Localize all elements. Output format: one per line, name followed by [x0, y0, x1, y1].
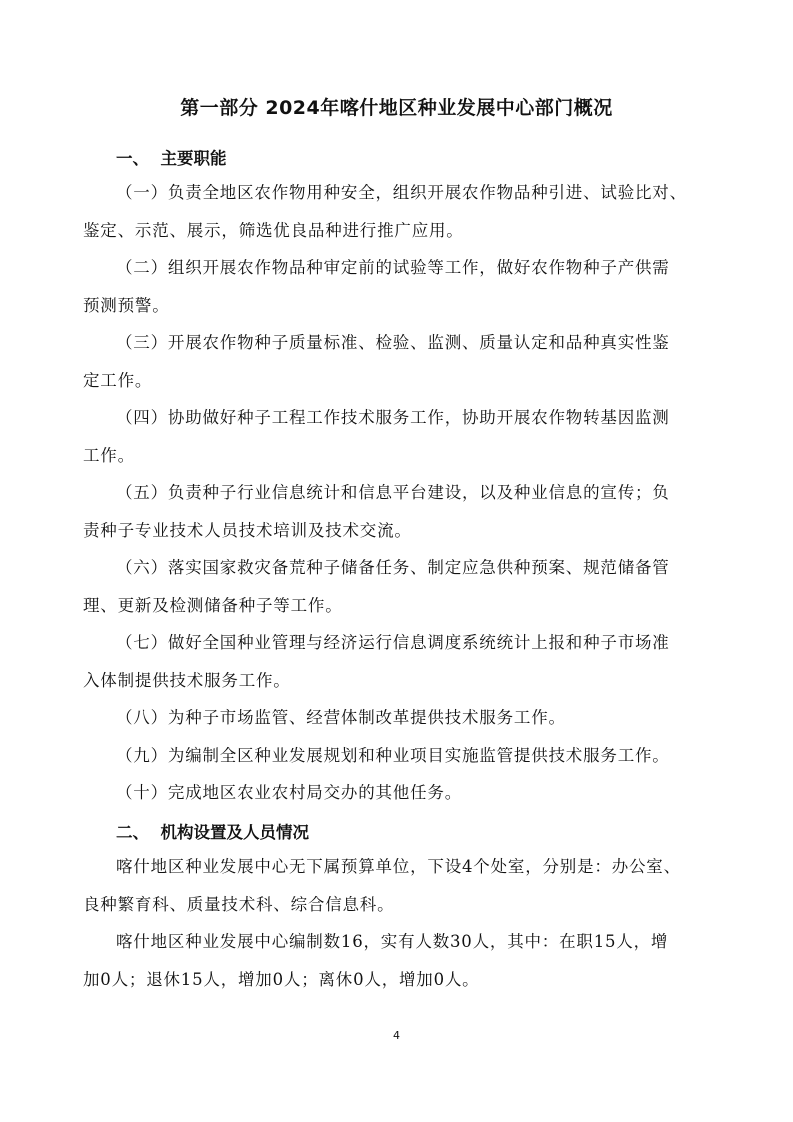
- section-main-functions-body: [83, 174, 696, 812]
- section-heading-organization-staff: 二、 机构设置及人员情况: [116, 823, 309, 842]
- section-heading-main-functions: 一、 主要职能: [116, 149, 227, 168]
- paragraph-line: （四）协助做好种子工程工作技术服务工作，协助开展农作物转基因监测: [116, 408, 670, 427]
- section-organization-staff-body: [83, 848, 696, 998]
- paragraph-line: 责种子专业技术人员技术培训及技术交流。: [83, 520, 412, 540]
- page-title: 第一部分 2024年喀什地区种业发展中心部门概况: [180, 97, 613, 119]
- paragraph-line: 良种繁育科、质量技术科、综合信息科。: [83, 894, 395, 914]
- paragraph-line: （八）为种子市场监管、经营体制改革提供技术服务工作。: [116, 708, 566, 727]
- paragraph-line: 理、更新及检测储备种子等工作。: [83, 595, 343, 615]
- paragraph-line: （五）负责种子行业信息统计和信息平台建设，以及种业信息的宣传；负: [116, 483, 670, 502]
- paragraph-line: 鉴定、示范、展示，筛选优良品种进行推广应用。: [83, 220, 464, 240]
- paragraph-line: （七）做好全国种业管理与经济运行信息调度系统统计上报和种子市场准: [116, 633, 670, 652]
- page-number: 4: [393, 1029, 400, 1042]
- paragraph-line: （六）落实国家救灾备荒种子储备任务、制定应急供种预案、规范储备管: [116, 558, 670, 577]
- paragraph-line: 加0人；退休15人，增加0人；离休0人，增加0人。: [83, 969, 480, 989]
- paragraph-line: 定工作。: [83, 370, 153, 390]
- paragraph-line: （三）开展农作物种子质量标准、检验、监测、质量认定和品种真实性鉴: [116, 333, 670, 352]
- paragraph-line: （一）负责全地区农作物用种安全，组织开展农作物品种引进、试验比对、: [116, 183, 687, 202]
- paragraph-line: （九）为编制全区种业发展规划和种业项目实施监管提供技术服务工作。: [116, 745, 670, 765]
- paragraph-line: （二）组织开展农作物品种审定前的试验等工作，做好农作物种子产供需: [116, 258, 670, 277]
- paragraph-line: （十）完成地区农业农村局交办的其他任务。: [116, 783, 462, 802]
- paragraph-line: 喀什地区种业发展中心编制数16，实有人数30人，其中：在职15人，增: [116, 932, 669, 951]
- paragraph-line: 入体制提供技术服务工作。: [83, 670, 291, 690]
- paragraph-line: 预测预警。: [83, 295, 170, 315]
- paragraph-line: 工作。: [83, 445, 135, 465]
- paragraph-line: 喀什地区种业发展中心无下属预算单位，下设4个处室，分别是：办公室、: [116, 857, 681, 876]
